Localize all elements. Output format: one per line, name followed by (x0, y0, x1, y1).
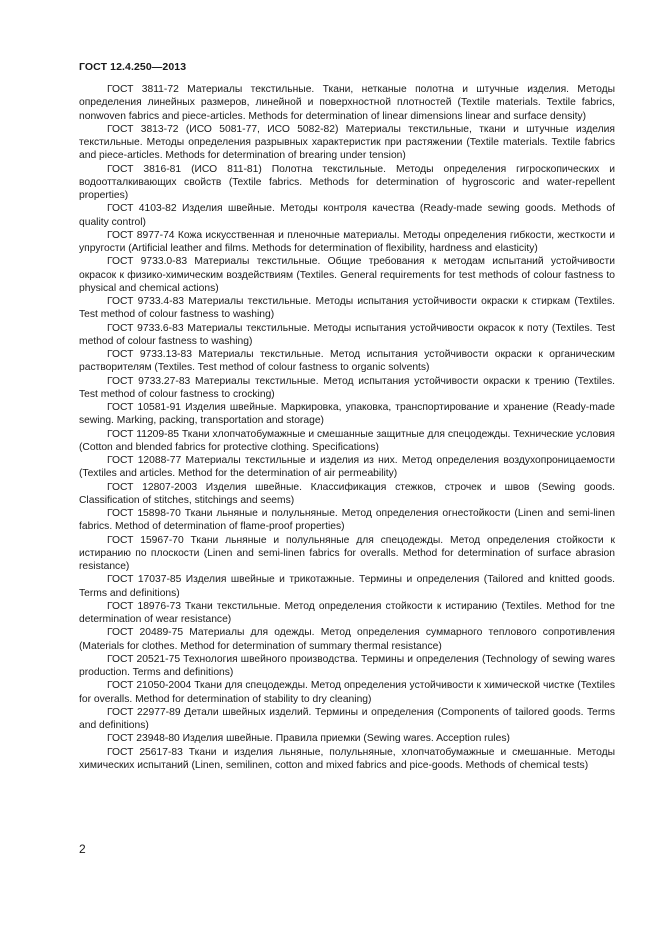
page-number: 2 (79, 842, 86, 856)
list-item: ГОСТ 17037-85 Изделия швейные и трикотажные. Термины и определения (Tailored and knitted goods. Terms and definitions) (79, 574, 615, 599)
list-item: ГОСТ 9733.13-83 Материалы текстильные. Метод испытания устойчивости окраски к органическим растворителям (Textiles. Test method of colour fastness to organic solvents) (79, 349, 615, 374)
list-item: ГОСТ 3816-81 (ИСО 811-81) Полотна текстильные. Методы определения гигроскопических и водоотталкивающих свойств (Textile fabrics. Methods for determination of hygroscoric and water-repellent properties) (79, 163, 615, 201)
list-item: ГОСТ 22977-89 Детали швейных изделий. Термины и определения (Components of tailored goods. Terms and definitions) (79, 706, 615, 731)
list-item: ГОСТ 12807-2003 Изделия швейные. Классификация стежков, строчек и швов (Sewing goods. Classification of stitches, stitchings and seems) (79, 481, 615, 506)
list-item: ГОСТ 15898-70 Ткани льняные и полульняные. Метод определения огнестойкости (Linen and semi-linen fabrics. Method of determination of flame-proof properties) (79, 508, 615, 533)
list-item: ГОСТ 9733.27-83 Материалы текстильные. Метод испытания устойчивости окраски к трению (Textiles. Test method of colour fastness to crocking) (79, 375, 615, 400)
list-item: ГОСТ 11209-85 Ткани хлопчатобумажные и смешанные защитные для спецодежды. Технические условия (Cotton and blended fabrics for protective clothing. Specifications) (79, 428, 615, 453)
list-item: ГОСТ 25617-83 Ткани и изделия льняные, полульняные, хлопчатобумажные и смешанные. Методы химических испытаний (Linen, semilinen, cotton and mixed fabrics and pice-goods. Methods of chemical tests) (79, 746, 615, 771)
list-item: ГОСТ 9733.0-83 Материалы текстильные. Общие требования к методам испытаний устойчивости окрасок к физико-химическим воздействиям (Textiles. General requirements for test methods of colour fastness to physical and chemical actions) (79, 256, 615, 294)
list-item: ГОСТ 15967-70 Ткани льняные и полульняные для спецодежды. Метод определения стойкости к истиранию по плоскости (Linen and semi-linen fabrics for overalls. Method for determination of surface abrasion resistance) (79, 534, 615, 572)
reference-list (79, 83, 615, 772)
list-item: ГОСТ 21050-2004 Ткани для спецодежды. Метод определения устойчивости к химической чистке (Textiles for overalls. Method for determination of stability to dry cleaning) (79, 680, 615, 705)
list-item: ГОСТ 4103-82 Изделия швейные. Методы контроля качества (Ready-made sewing goods. Methods of quality control) (79, 203, 615, 228)
list-item: ГОСТ 20489-75 Материалы для одежды. Метод определения суммарного теплового сопротивления (Materials for clothes. Method for determination of summary thermal resistance) (79, 627, 615, 652)
list-item: ГОСТ 12088-77 Материалы текстильные и изделия из них. Метод определения воздухопроницаемости (Textiles and articles. Method for the determination of air permeability) (79, 455, 615, 480)
list-item: ГОСТ 10581-91 Изделия швейные. Маркировка, упаковка, транспортирование и хранение (Ready-made sewing. Marking, packing, transportation and storage) (79, 402, 615, 427)
list-item: ГОСТ 3811-72 Материалы текстильные. Ткани, нетканые полотна и штучные изделия. Методы определения линейных размеров, линейной и поверхностной плотностей (Textile materials. Textile fabrics, nonwoven fabrics and piece-articles. Methods for determination of linear dimensions linear and surface density) (79, 84, 615, 122)
list-item: ГОСТ 18976-73 Ткани текстильные. Метод определения стойкости к истиранию (Textiles. Method for tne determination of wear resistance) (79, 600, 615, 625)
list-item: ГОСТ 8977-74 Кожа искусственная и пленочные материалы. Методы определения гибкости, жесткости и упругости (Artificial leather and films. Methods for determination of flexibility, hardness and elasticity) (79, 229, 615, 254)
list-item: ГОСТ 9733.4-83 Материалы текстильные. Методы испытания устойчивости окраски к стиркам (Textiles. Test method of colour fastness to washing) (79, 296, 615, 321)
list-item: ГОСТ 20521-75 Технология швейного производства. Термины и определения (Technology of sewing wares production. Terms and definitions) (79, 653, 615, 678)
page-header-title: ГОСТ 12.4.250—2013 (79, 61, 187, 73)
list-item: ГОСТ 9733.6-83 Материалы текстильные. Методы испытания устойчивости окрасок к поту (Textiles. Test method of colour fastness to washing) (79, 322, 615, 347)
list-item: ГОСТ 23948-80 Изделия швейные. Правила приемки (Sewing wares. Acception rules) (107, 733, 510, 745)
list-item: ГОСТ 3813-72 (ИСО 5081-77, ИСО 5082-82) Материалы текстильные, ткани и штучные изделия текстильные. Методы определения разрывных характеристик при растяжении (Textile materials. Textile fabrics and piece-articles. Methods for determination of brearing under tension) (79, 123, 615, 162)
